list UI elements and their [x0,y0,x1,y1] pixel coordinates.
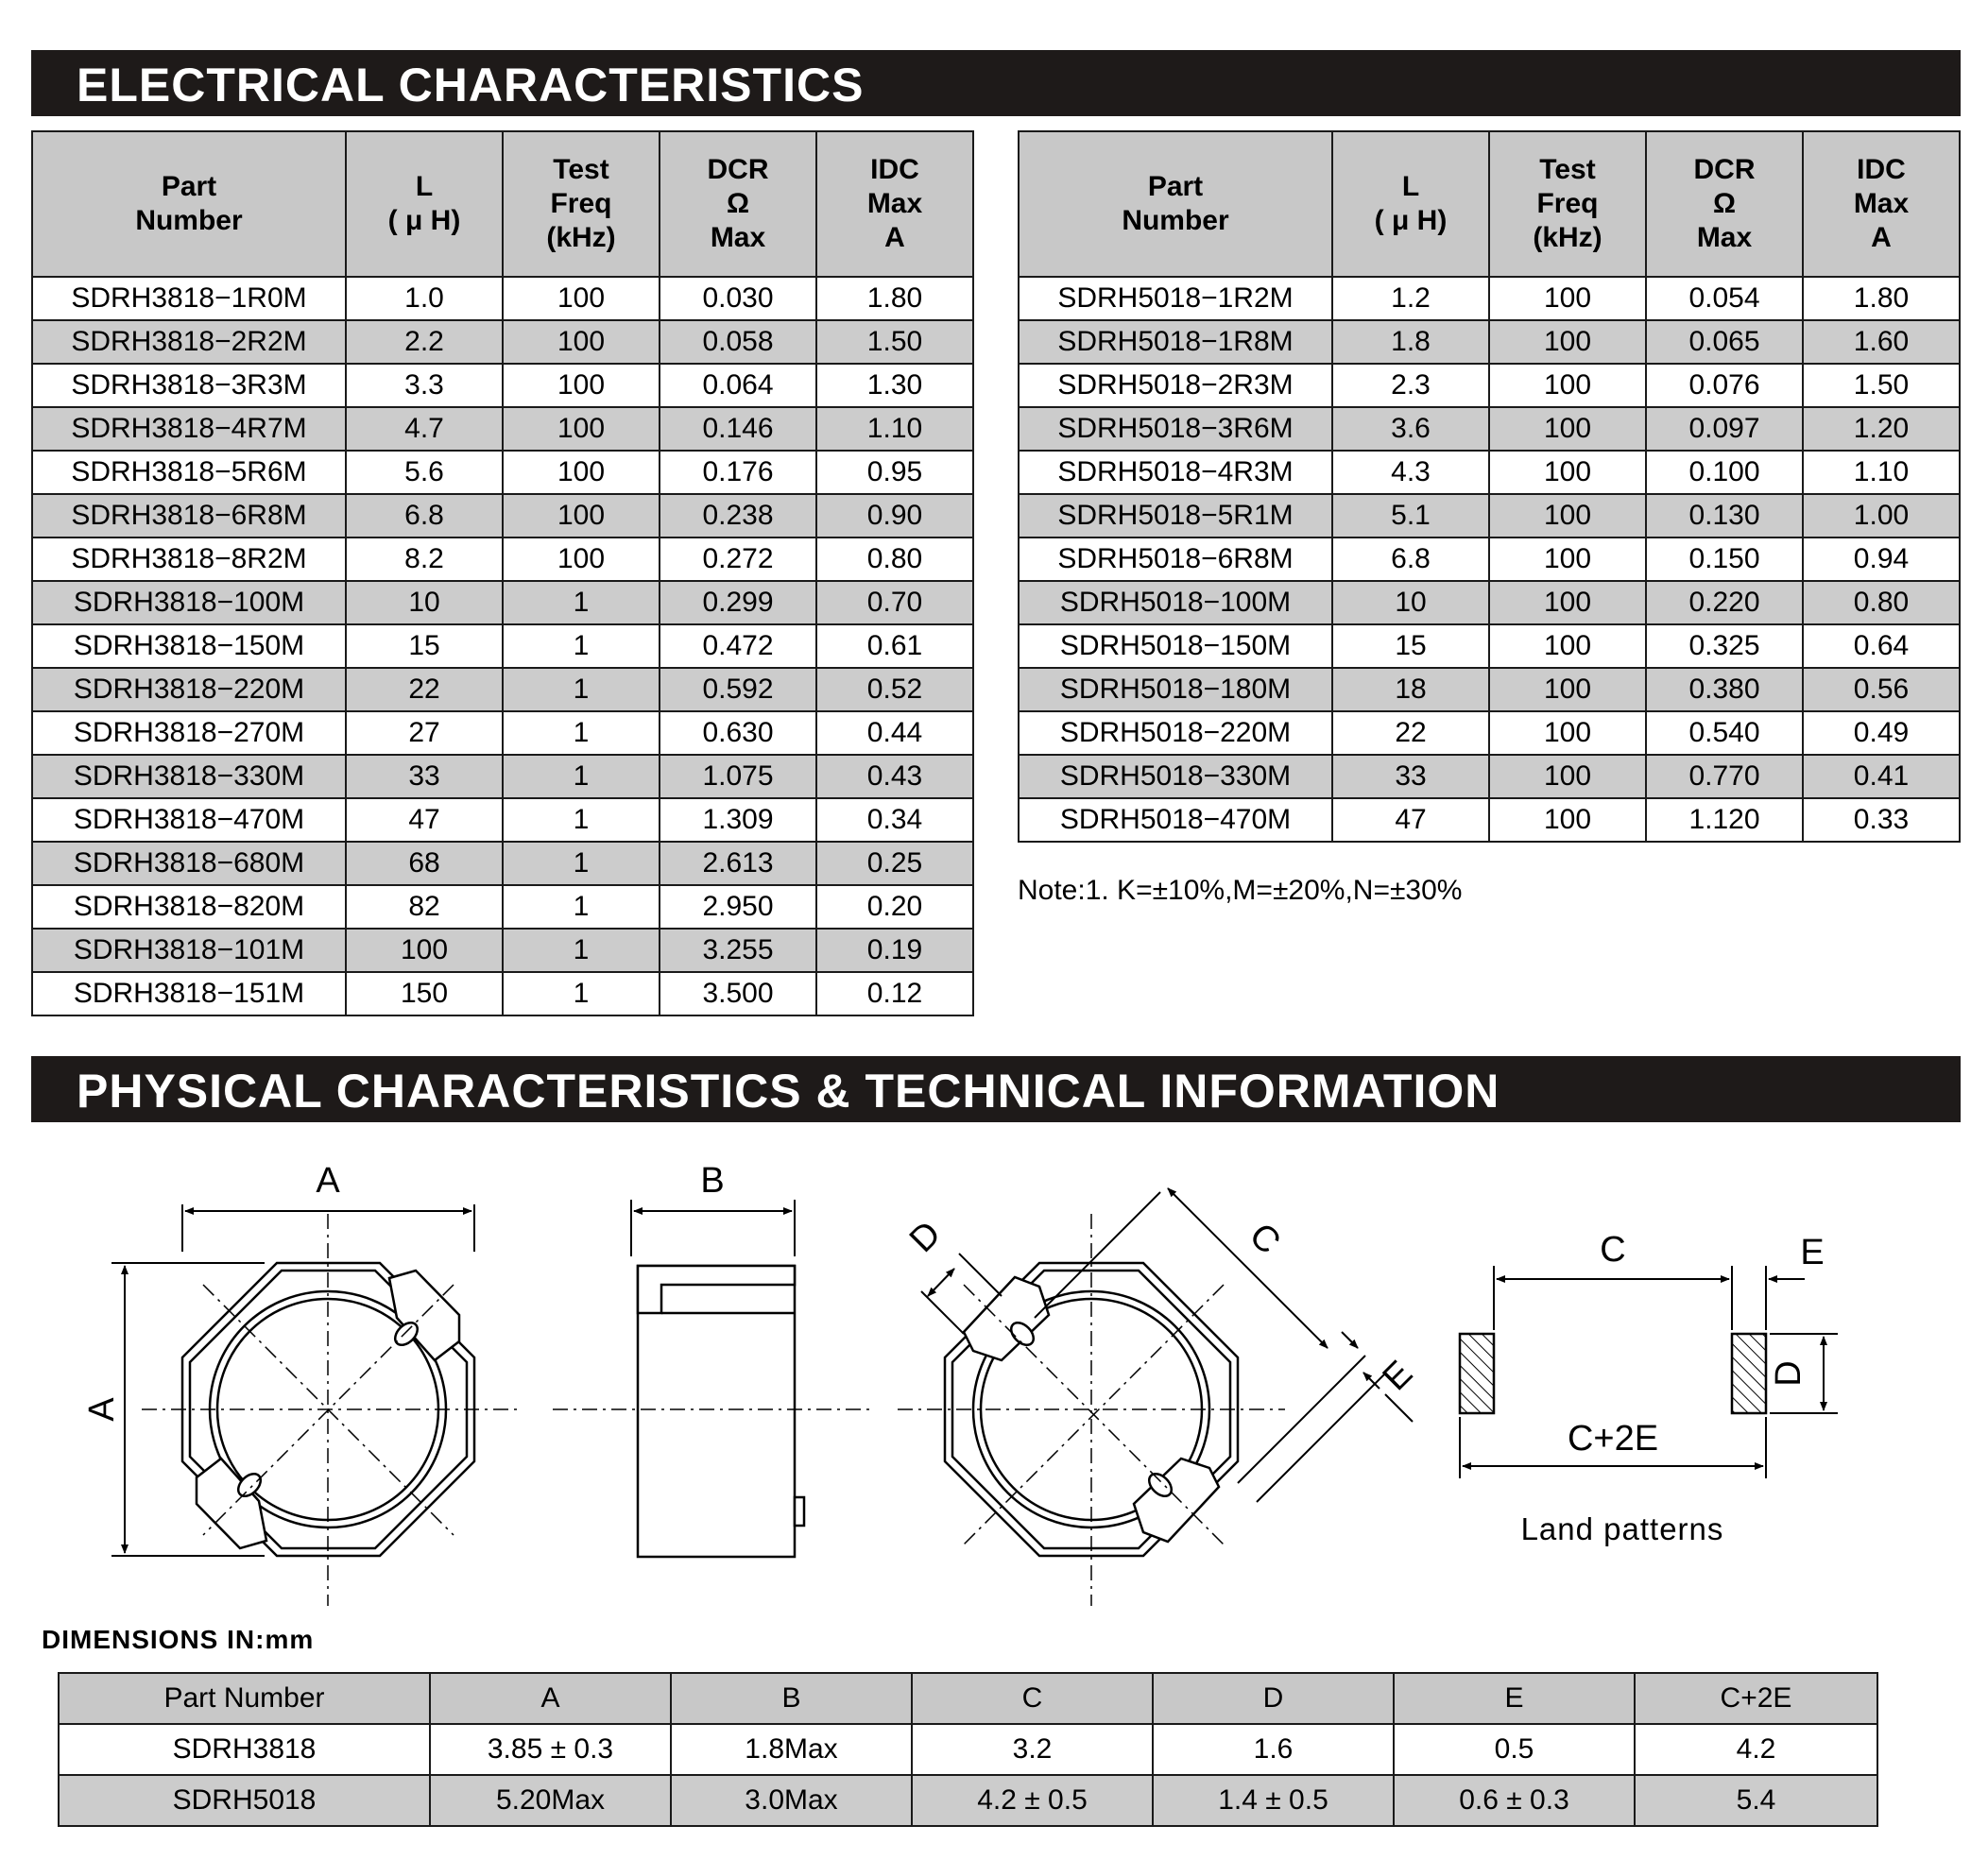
table-cell: SDRH3818−151M [32,972,346,1015]
header-idc: IDC Max A [816,131,973,277]
table-cell: SDRH5018−5R1M [1019,494,1332,538]
table-cell: SDRH5018−100M [1019,581,1332,624]
table-cell: 0.076 [1646,364,1803,407]
table-cell: 0.176 [660,451,816,494]
land-pattern-drawing [1460,1334,1766,1413]
table-cell: 0.472 [660,624,816,668]
land-label-c2e: C+2E [1567,1419,1659,1459]
table-row [1019,668,1960,711]
table-cell: 27 [346,711,503,755]
table-cell: 0.33 [1803,798,1960,842]
table-cell: 100 [1489,668,1646,711]
table-header-row [32,131,973,277]
table-cell: 0.94 [1803,538,1960,581]
dim-header-c: C [912,1673,1153,1724]
table-cell: 100 [1489,277,1646,320]
table-cell: 100 [1489,407,1646,451]
header-test-freq: Test Freq (kHz) [1489,131,1646,277]
table-cell: 47 [1332,798,1489,842]
table-cell: 0.70 [816,581,973,624]
table-cell: 0.540 [1646,711,1803,755]
table-cell: 0.20 [816,885,973,929]
table-cell: SDRH3818−270M [32,711,346,755]
table-row [1019,624,1960,668]
table-cell: SDRH5018−470M [1019,798,1332,842]
table-cell: 1 [503,581,660,624]
table-cell: 100 [503,277,660,320]
table-cell: 100 [1489,581,1646,624]
electrical-section-title: ELECTRICAL CHARACTERISTICS [77,59,865,111]
table-cell: 2.2 [346,320,503,364]
dimensions-row [59,1775,1877,1826]
table-cell: SDRH3818−4R7M [32,407,346,451]
table-cell: 0.43 [816,755,973,798]
table-cell: SDRH3818 [59,1724,430,1775]
table-cell: 1.6 [1153,1724,1394,1775]
table-cell: SDRH3818−680M [32,842,346,885]
tolerance-note: Note:1. K=±10%,M=±20%,N=±30% [1018,875,1463,906]
table-cell: 100 [346,929,503,972]
table-cell: SDRH3818−330M [32,755,346,798]
table-cell: 1.4 ± 0.5 [1153,1775,1394,1826]
table-cell: 0.238 [660,494,816,538]
dim-label-d-diag: D [901,1213,950,1261]
table-cell: 0.770 [1646,755,1803,798]
dim-label-e-diag: E [1375,1353,1421,1399]
table-cell: 0.52 [816,668,973,711]
table-row [32,624,973,668]
table-cell: 0.299 [660,581,816,624]
table-cell: 0.150 [1646,538,1803,581]
table-cell: 3.6 [1332,407,1489,451]
table-cell: 10 [346,581,503,624]
table-cell: 1 [503,842,660,885]
table-row [32,407,973,451]
table-cell: 0.64 [1803,624,1960,668]
header-idc: IDC Max A [1803,131,1960,277]
table-cell: 3.0Max [671,1775,912,1826]
table-cell: 33 [346,755,503,798]
table-cell: SDRH3818−2R2M [32,320,346,364]
table-row [1019,494,1960,538]
table-cell: 2.3 [1332,364,1489,407]
electrical-table-sdrh3818 [31,130,974,1016]
table-cell: 3.3 [346,364,503,407]
table-cell: 0.100 [1646,451,1803,494]
table-cell: 0.25 [816,842,973,885]
table-row [32,711,973,755]
side-view-drawing [638,1266,804,1557]
table-cell: 4.3 [1332,451,1489,494]
table-row [32,364,973,407]
table-cell: 0.80 [1803,581,1960,624]
table-cell: 47 [346,798,503,842]
dim-header-a: A [430,1673,671,1724]
table-row [32,277,973,320]
table-row [1019,711,1960,755]
table-cell: 1 [503,972,660,1015]
table-cell: 22 [346,668,503,711]
table-cell: SDRH3818−820M [32,885,346,929]
dimensions-table-body [59,1724,1877,1826]
table-cell: 1 [503,885,660,929]
technical-drawings [0,1124,1988,1615]
table-cell: 1.0 [346,277,503,320]
table-cell: 100 [503,320,660,364]
table-row [32,798,973,842]
table-cell: 100 [503,451,660,494]
table-cell: 22 [1332,711,1489,755]
table-cell: 2.613 [660,842,816,885]
physical-section-title: PHYSICAL CHARACTERISTICS & TECHNICAL INFORMATION [77,1065,1500,1118]
dimensions-label: DIMENSIONS IN:mm [42,1625,315,1654]
table-cell: 3.2 [912,1724,1153,1775]
table-cell: 100 [503,538,660,581]
table-cell: 100 [1489,451,1646,494]
table-row [1019,407,1960,451]
table-cell: 100 [1489,364,1646,407]
table-cell: 0.6 ± 0.3 [1394,1775,1635,1826]
table-cell: 0.325 [1646,624,1803,668]
table-cell: 1.10 [816,407,973,451]
table-cell: SDRH5018−220M [1019,711,1332,755]
electrical-table-body-right [1019,277,1960,842]
table-cell: 0.146 [660,407,816,451]
table-cell: 18 [1332,668,1489,711]
table-row [1019,277,1960,320]
table-cell: 1 [503,711,660,755]
table-header-row [1019,131,1960,277]
table-cell: 100 [1489,755,1646,798]
table-cell: 100 [503,364,660,407]
table-cell: 1.80 [1803,277,1960,320]
table-row [32,581,973,624]
header-inductance: L ( μ H) [346,131,503,277]
table-cell: SDRH5018−330M [1019,755,1332,798]
land-pattern-caption: Land patterns [1520,1511,1724,1546]
table-cell: 82 [346,885,503,929]
table-cell: 6.8 [1332,538,1489,581]
table-row [32,972,973,1015]
table-cell: 8.2 [346,538,503,581]
table-cell: 0.61 [816,624,973,668]
header-dcr: DCR Ω Max [1646,131,1803,277]
header-part-number: Part Number [1019,131,1332,277]
table-row [1019,451,1960,494]
table-cell: 1.309 [660,798,816,842]
dim-label-a-side: A [82,1397,123,1422]
table-cell: 1.00 [1803,494,1960,538]
table-cell: 1 [503,624,660,668]
physical-section-header [31,1056,1961,1122]
dim-header-e: E [1394,1673,1635,1724]
table-cell: SDRH5018−3R6M [1019,407,1332,451]
dim-header-c2e: C+2E [1635,1673,1877,1724]
table-cell: 1.30 [816,364,973,407]
table-cell: SDRH5018−1R2M [1019,277,1332,320]
table-cell: SDRH5018−150M [1019,624,1332,668]
table-cell: SDRH3818−101M [32,929,346,972]
electrical-table-body-left [32,277,973,1015]
table-cell: 1 [503,755,660,798]
table-cell: SDRH3818−6R8M [32,494,346,538]
table-cell: 3.255 [660,929,816,972]
table-cell: SDRH5018 [59,1775,430,1826]
table-cell: 1.120 [1646,798,1803,842]
table-cell: 0.065 [1646,320,1803,364]
table-cell: 0.5 [1394,1724,1635,1775]
table-cell: 100 [1489,711,1646,755]
table-cell: 1.50 [1803,364,1960,407]
table-cell: 15 [346,624,503,668]
table-cell: 0.90 [816,494,973,538]
table-cell: 1.60 [1803,320,1960,364]
land-label-c: C [1600,1230,1626,1270]
table-cell: 1.2 [1332,277,1489,320]
table-cell: SDRH3818−8R2M [32,538,346,581]
table-cell: 6.8 [346,494,503,538]
table-cell: 0.030 [660,277,816,320]
table-cell: 100 [1489,538,1646,581]
table-cell: 0.56 [1803,668,1960,711]
table-cell: 1 [503,929,660,972]
table-cell: 1 [503,668,660,711]
table-cell: 100 [1489,798,1646,842]
dimensions-table [58,1672,1878,1827]
table-cell: 1.50 [816,320,973,364]
table-cell: SDRH5018−1R8M [1019,320,1332,364]
table-cell: 5.20Max [430,1775,671,1826]
table-row [1019,364,1960,407]
table-cell: 15 [1332,624,1489,668]
header-dcr: DCR Ω Max [660,131,816,277]
table-cell: 68 [346,842,503,885]
table-cell: SDRH5018−180M [1019,668,1332,711]
table-cell: 0.058 [660,320,816,364]
table-cell: 4.2 [1635,1724,1877,1775]
table-cell: SDRH3818−470M [32,798,346,842]
table-cell: SDRH3818−5R6M [32,451,346,494]
dimensions-row [59,1724,1877,1775]
table-cell: 100 [1489,320,1646,364]
land-label-d: D [1769,1360,1809,1387]
table-row [32,451,973,494]
table-cell: 5.1 [1332,494,1489,538]
table-cell: 5.4 [1635,1775,1877,1826]
table-cell: 1 [503,798,660,842]
table-cell: 0.19 [816,929,973,972]
table-cell: 0.220 [1646,581,1803,624]
table-cell: 4.7 [346,407,503,451]
table-cell: 33 [1332,755,1489,798]
table-cell: 1.20 [1803,407,1960,451]
table-cell: 1.80 [816,277,973,320]
table-cell: SDRH3818−100M [32,581,346,624]
table-row [1019,320,1960,364]
dim-label-a-top: A [316,1161,340,1201]
table-row [1019,798,1960,842]
table-cell: 100 [503,494,660,538]
table-cell: 0.064 [660,364,816,407]
table-cell: 10 [1332,581,1489,624]
electrical-table-sdrh5018 [1018,130,1961,843]
table-cell: 0.41 [1803,755,1960,798]
header-part-number: Part Number [32,131,346,277]
table-row [32,755,973,798]
header-test-freq: Test Freq (kHz) [503,131,660,277]
table-cell: 1.8 [1332,320,1489,364]
dim-header-b: B [671,1673,912,1724]
table-cell: 0.49 [1803,711,1960,755]
table-cell: 0.80 [816,538,973,581]
table-row [32,885,973,929]
dim-label-b: B [700,1161,725,1201]
table-cell: 100 [1489,624,1646,668]
table-row [1019,538,1960,581]
table-row [1019,755,1960,798]
dimensions-header-row [59,1673,1877,1724]
table-row [32,668,973,711]
table-cell: 1.075 [660,755,816,798]
land-label-e: E [1800,1233,1825,1272]
table-cell: 1.10 [1803,451,1960,494]
dim-header-d: D [1153,1673,1394,1724]
header-inductance: L ( μ H) [1332,131,1489,277]
table-row [32,320,973,364]
table-cell: 0.12 [816,972,973,1015]
table-cell: 5.6 [346,451,503,494]
table-cell: SDRH3818−3R3M [32,364,346,407]
table-cell: 3.85 ± 0.3 [430,1724,671,1775]
table-row [32,538,973,581]
table-cell: 0.34 [816,798,973,842]
table-row [1019,581,1960,624]
dim-label-c-diag: C [1241,1215,1289,1263]
table-cell: 0.097 [1646,407,1803,451]
table-cell: 0.592 [660,668,816,711]
table-row [32,494,973,538]
table-cell: 150 [346,972,503,1015]
table-cell: 0.44 [816,711,973,755]
table-cell: 0.380 [1646,668,1803,711]
table-row [32,842,973,885]
table-cell: SDRH3818−1R0M [32,277,346,320]
table-cell: 0.272 [660,538,816,581]
table-cell: 1.8Max [671,1724,912,1775]
table-cell: 0.054 [1646,277,1803,320]
table-row [32,929,973,972]
table-cell: SDRH5018−2R3M [1019,364,1332,407]
table-cell: 0.95 [816,451,973,494]
dim-header-part-number: Part Number [59,1673,430,1724]
table-cell: 0.630 [660,711,816,755]
table-cell: SDRH5018−4R3M [1019,451,1332,494]
table-cell: SDRH3818−220M [32,668,346,711]
table-cell: 0.130 [1646,494,1803,538]
table-cell: 3.500 [660,972,816,1015]
table-cell: SDRH3818−150M [32,624,346,668]
table-cell: 100 [1489,494,1646,538]
table-cell: 100 [503,407,660,451]
electrical-section-header [31,50,1961,116]
table-cell: 4.2 ± 0.5 [912,1775,1153,1826]
table-cell: SDRH5018−6R8M [1019,538,1332,581]
table-cell: 2.950 [660,885,816,929]
